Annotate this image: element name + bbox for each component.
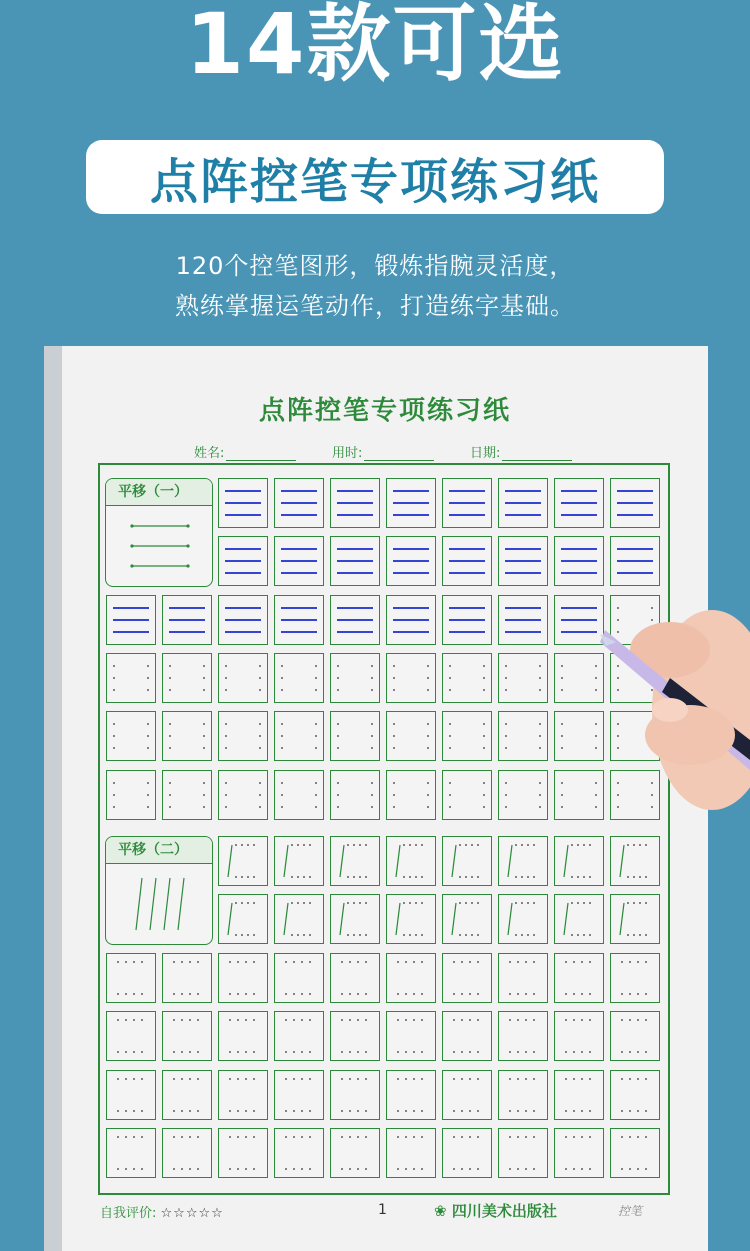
cell-pattern <box>387 771 435 819</box>
cell-pattern <box>499 837 547 885</box>
publisher-icon: ❀ <box>434 1202 447 1220</box>
cell-pattern <box>219 712 267 760</box>
practice-cell <box>274 653 324 703</box>
practice-cell <box>274 478 324 528</box>
practice-cell <box>610 836 660 886</box>
cell-pattern <box>331 479 379 527</box>
cell-pattern <box>443 712 491 760</box>
practice-cell <box>162 711 212 761</box>
cell-pattern <box>499 712 547 760</box>
cell-pattern <box>163 654 211 702</box>
publisher-logo <box>434 1200 557 1221</box>
practice-cell <box>274 595 324 645</box>
practice-cell <box>218 536 268 586</box>
practice-cell <box>610 894 660 944</box>
practice-cell <box>274 836 324 886</box>
practice-cell <box>218 894 268 944</box>
practice-cell <box>442 478 492 528</box>
practice-cell <box>498 953 548 1003</box>
time-field <box>332 442 434 461</box>
practice-cell <box>386 770 436 820</box>
practice-cell <box>554 770 604 820</box>
cell-pattern <box>275 537 323 585</box>
cell-pattern <box>387 954 435 1002</box>
cell-pattern <box>499 479 547 527</box>
practice-cell <box>442 536 492 586</box>
cell-pattern <box>499 596 547 644</box>
cell-pattern <box>387 1071 435 1119</box>
practice-cell <box>554 953 604 1003</box>
practice-cell <box>554 894 604 944</box>
section-1-sample-icon <box>106 506 213 587</box>
practice-cell <box>218 1070 268 1120</box>
cell-pattern <box>163 596 211 644</box>
practice-cell <box>218 770 268 820</box>
headline: 14款可选 <box>185 0 565 93</box>
cell-pattern <box>331 596 379 644</box>
cell-pattern <box>331 1071 379 1119</box>
banner <box>86 140 664 214</box>
cell-pattern <box>443 1129 491 1177</box>
cell-pattern <box>107 1129 155 1177</box>
cell-pattern <box>387 596 435 644</box>
time-label: 用时: <box>332 446 363 461</box>
cell-pattern <box>331 771 379 819</box>
practice-cell <box>162 653 212 703</box>
date-label: 日期: <box>470 446 501 461</box>
practice-cell <box>442 1128 492 1178</box>
cell-pattern <box>219 596 267 644</box>
practice-cell <box>218 836 268 886</box>
practice-cell <box>162 1011 212 1061</box>
practice-cell <box>610 953 660 1003</box>
practice-cell <box>610 1011 660 1061</box>
banner-text: 点阵控笔专项练习纸 <box>149 153 600 210</box>
practice-cell <box>442 1011 492 1061</box>
cell-pattern <box>107 654 155 702</box>
practice-cell <box>442 653 492 703</box>
date-field <box>470 442 572 461</box>
practice-cell <box>274 1011 324 1061</box>
cell-pattern <box>275 895 323 943</box>
cell-pattern <box>163 954 211 1002</box>
cell-pattern <box>275 596 323 644</box>
cell-pattern <box>499 895 547 943</box>
cell-pattern <box>555 837 603 885</box>
practice-cell <box>554 478 604 528</box>
cell-pattern <box>443 596 491 644</box>
practice-cell <box>274 953 324 1003</box>
cell-pattern <box>443 954 491 1002</box>
practice-cell <box>330 770 380 820</box>
cell-pattern <box>331 837 379 885</box>
practice-cell <box>610 1070 660 1120</box>
publisher-name: 四川美术出版社 <box>451 1202 557 1220</box>
practice-cell <box>106 1070 156 1120</box>
practice-cell <box>442 595 492 645</box>
cell-pattern <box>387 895 435 943</box>
cell-pattern <box>387 1129 435 1177</box>
practice-cell <box>554 653 604 703</box>
cell-pattern <box>219 1129 267 1177</box>
practice-cell <box>274 1128 324 1178</box>
cell-pattern <box>331 895 379 943</box>
cell-pattern <box>499 954 547 1002</box>
cell-pattern <box>443 479 491 527</box>
cell-pattern <box>555 954 603 1002</box>
practice-cell <box>106 1128 156 1178</box>
practice-cell <box>498 894 548 944</box>
cell-pattern <box>387 537 435 585</box>
practice-cell <box>106 595 156 645</box>
practice-cell <box>498 1128 548 1178</box>
cell-pattern <box>555 596 603 644</box>
subtitle-line-2: 熟练掌握运笔动作，打造练字基础。 <box>175 292 575 320</box>
practice-cell <box>218 711 268 761</box>
practice-cell <box>106 953 156 1003</box>
practice-cell <box>106 1011 156 1061</box>
cell-pattern <box>443 654 491 702</box>
practice-cell <box>330 595 380 645</box>
practice-cell <box>162 770 212 820</box>
cell-pattern <box>387 654 435 702</box>
practice-cell <box>554 536 604 586</box>
cell-pattern <box>163 1012 211 1060</box>
practice-cell <box>386 836 436 886</box>
page-number: 1 <box>378 1202 387 1218</box>
practice-cell <box>498 1011 548 1061</box>
cell-pattern <box>611 895 659 943</box>
practice-cell <box>386 1011 436 1061</box>
cell-pattern <box>107 1012 155 1060</box>
cell-pattern <box>219 1071 267 1119</box>
cell-pattern <box>107 596 155 644</box>
cell-pattern <box>107 1071 155 1119</box>
cell-pattern <box>555 1129 603 1177</box>
practice-cell <box>330 711 380 761</box>
cell-pattern <box>219 895 267 943</box>
cell-pattern <box>163 771 211 819</box>
hand-holding-pen-image <box>600 560 750 840</box>
practice-cell <box>330 536 380 586</box>
cell-pattern <box>275 837 323 885</box>
cell-pattern <box>275 479 323 527</box>
cell-pattern <box>163 1129 211 1177</box>
rating-label: 自我评价: <box>100 1206 157 1221</box>
cell-pattern <box>275 954 323 1002</box>
cell-pattern <box>555 771 603 819</box>
practice-cell <box>218 595 268 645</box>
cell-pattern <box>499 654 547 702</box>
practice-cell <box>610 1128 660 1178</box>
practice-cell <box>386 953 436 1003</box>
practice-cell <box>442 711 492 761</box>
practice-cell <box>554 595 604 645</box>
cell-pattern <box>275 712 323 760</box>
sheet-title: 点阵控笔专项练习纸 <box>258 396 511 426</box>
practice-cell <box>442 770 492 820</box>
practice-cell <box>106 653 156 703</box>
cell-pattern <box>107 712 155 760</box>
cell-pattern <box>275 1129 323 1177</box>
practice-cell <box>386 1128 436 1178</box>
cell-pattern <box>275 1071 323 1119</box>
cell-pattern <box>219 771 267 819</box>
cell-pattern <box>555 895 603 943</box>
practice-cell <box>386 653 436 703</box>
practice-cell <box>162 1128 212 1178</box>
section-label-2-text: 平移（二） <box>106 837 212 864</box>
cell-pattern <box>443 1071 491 1119</box>
practice-cell <box>386 711 436 761</box>
practice-cell <box>330 836 380 886</box>
practice-cell <box>162 953 212 1003</box>
practice-cell <box>162 595 212 645</box>
cell-pattern <box>387 1012 435 1060</box>
section-label-2 <box>105 836 213 945</box>
cell-pattern <box>219 1012 267 1060</box>
practice-cell <box>106 711 156 761</box>
cell-pattern <box>443 1012 491 1060</box>
practice-cell <box>554 711 604 761</box>
practice-cell <box>498 711 548 761</box>
cell-pattern <box>443 771 491 819</box>
practice-cell <box>330 1070 380 1120</box>
cell-pattern <box>331 1012 379 1060</box>
practice-cell <box>554 1011 604 1061</box>
cell-pattern <box>499 1012 547 1060</box>
cell-pattern <box>611 837 659 885</box>
section-label-1 <box>105 478 213 587</box>
cell-pattern <box>219 654 267 702</box>
brand-mark: 控笔 <box>618 1204 643 1218</box>
practice-cell <box>554 1128 604 1178</box>
practice-cell <box>330 953 380 1003</box>
cell-pattern <box>163 712 211 760</box>
cell-pattern <box>387 712 435 760</box>
practice-cell <box>610 478 660 528</box>
practice-cell <box>386 536 436 586</box>
practice-cell <box>274 1070 324 1120</box>
cell-pattern <box>499 771 547 819</box>
practice-cell <box>442 894 492 944</box>
cell-pattern <box>555 1012 603 1060</box>
practice-cell <box>274 770 324 820</box>
cell-pattern <box>555 537 603 585</box>
cell-pattern <box>275 1012 323 1060</box>
cell-pattern <box>611 954 659 1002</box>
cell-pattern <box>107 771 155 819</box>
cell-pattern <box>331 954 379 1002</box>
cell-pattern <box>219 479 267 527</box>
cell-pattern <box>555 479 603 527</box>
cell-pattern <box>555 1071 603 1119</box>
cell-pattern <box>331 712 379 760</box>
self-rating <box>100 1202 224 1221</box>
cell-pattern <box>611 1129 659 1177</box>
cell-pattern <box>163 1071 211 1119</box>
practice-cell <box>498 1070 548 1120</box>
practice-cell <box>442 953 492 1003</box>
cell-pattern <box>107 954 155 1002</box>
practice-cell <box>106 770 156 820</box>
cell-pattern <box>555 654 603 702</box>
practice-cell <box>218 653 268 703</box>
cell-pattern <box>219 954 267 1002</box>
practice-cell <box>498 595 548 645</box>
rating-stars: ☆☆☆☆☆ <box>160 1206 224 1221</box>
practice-cell <box>162 1070 212 1120</box>
practice-cell <box>386 1070 436 1120</box>
section-label-1-text: 平移（一） <box>106 479 212 506</box>
cell-pattern <box>387 479 435 527</box>
name-field <box>194 442 296 461</box>
cell-pattern <box>555 712 603 760</box>
cell-pattern <box>611 1071 659 1119</box>
practice-cell <box>442 836 492 886</box>
practice-cell <box>274 894 324 944</box>
cell-pattern <box>499 1071 547 1119</box>
name-label: 姓名: <box>194 446 225 461</box>
cell-pattern <box>331 537 379 585</box>
practice-cell <box>442 1070 492 1120</box>
practice-cell <box>554 836 604 886</box>
cell-pattern <box>219 837 267 885</box>
cell-pattern <box>499 537 547 585</box>
practice-cell <box>218 953 268 1003</box>
practice-cell <box>498 536 548 586</box>
practice-cell <box>274 536 324 586</box>
cell-pattern <box>275 654 323 702</box>
cell-pattern <box>331 1129 379 1177</box>
practice-cell <box>386 894 436 944</box>
cell-pattern <box>611 1012 659 1060</box>
practice-cell <box>386 595 436 645</box>
practice-cell <box>554 1070 604 1120</box>
cell-pattern <box>443 537 491 585</box>
cell-pattern <box>499 1129 547 1177</box>
subtitle-line-1: 120个控笔图形，锻炼指腕灵活度， <box>175 252 575 280</box>
practice-cell <box>330 478 380 528</box>
cell-pattern <box>443 837 491 885</box>
cell-pattern <box>611 479 659 527</box>
cell-pattern <box>219 537 267 585</box>
practice-cell <box>218 1128 268 1178</box>
practice-cell <box>330 653 380 703</box>
cell-pattern <box>275 771 323 819</box>
practice-cell <box>274 711 324 761</box>
practice-cell <box>330 1128 380 1178</box>
practice-cell <box>498 836 548 886</box>
practice-cell <box>218 1011 268 1061</box>
section-2-sample-icon <box>106 864 213 945</box>
practice-cell <box>386 478 436 528</box>
practice-cell <box>498 653 548 703</box>
cell-pattern <box>331 654 379 702</box>
cell-pattern <box>387 837 435 885</box>
practice-cell <box>330 894 380 944</box>
practice-cell <box>330 1011 380 1061</box>
practice-cell <box>498 478 548 528</box>
cell-pattern <box>443 895 491 943</box>
practice-cell <box>218 478 268 528</box>
practice-cell <box>498 770 548 820</box>
